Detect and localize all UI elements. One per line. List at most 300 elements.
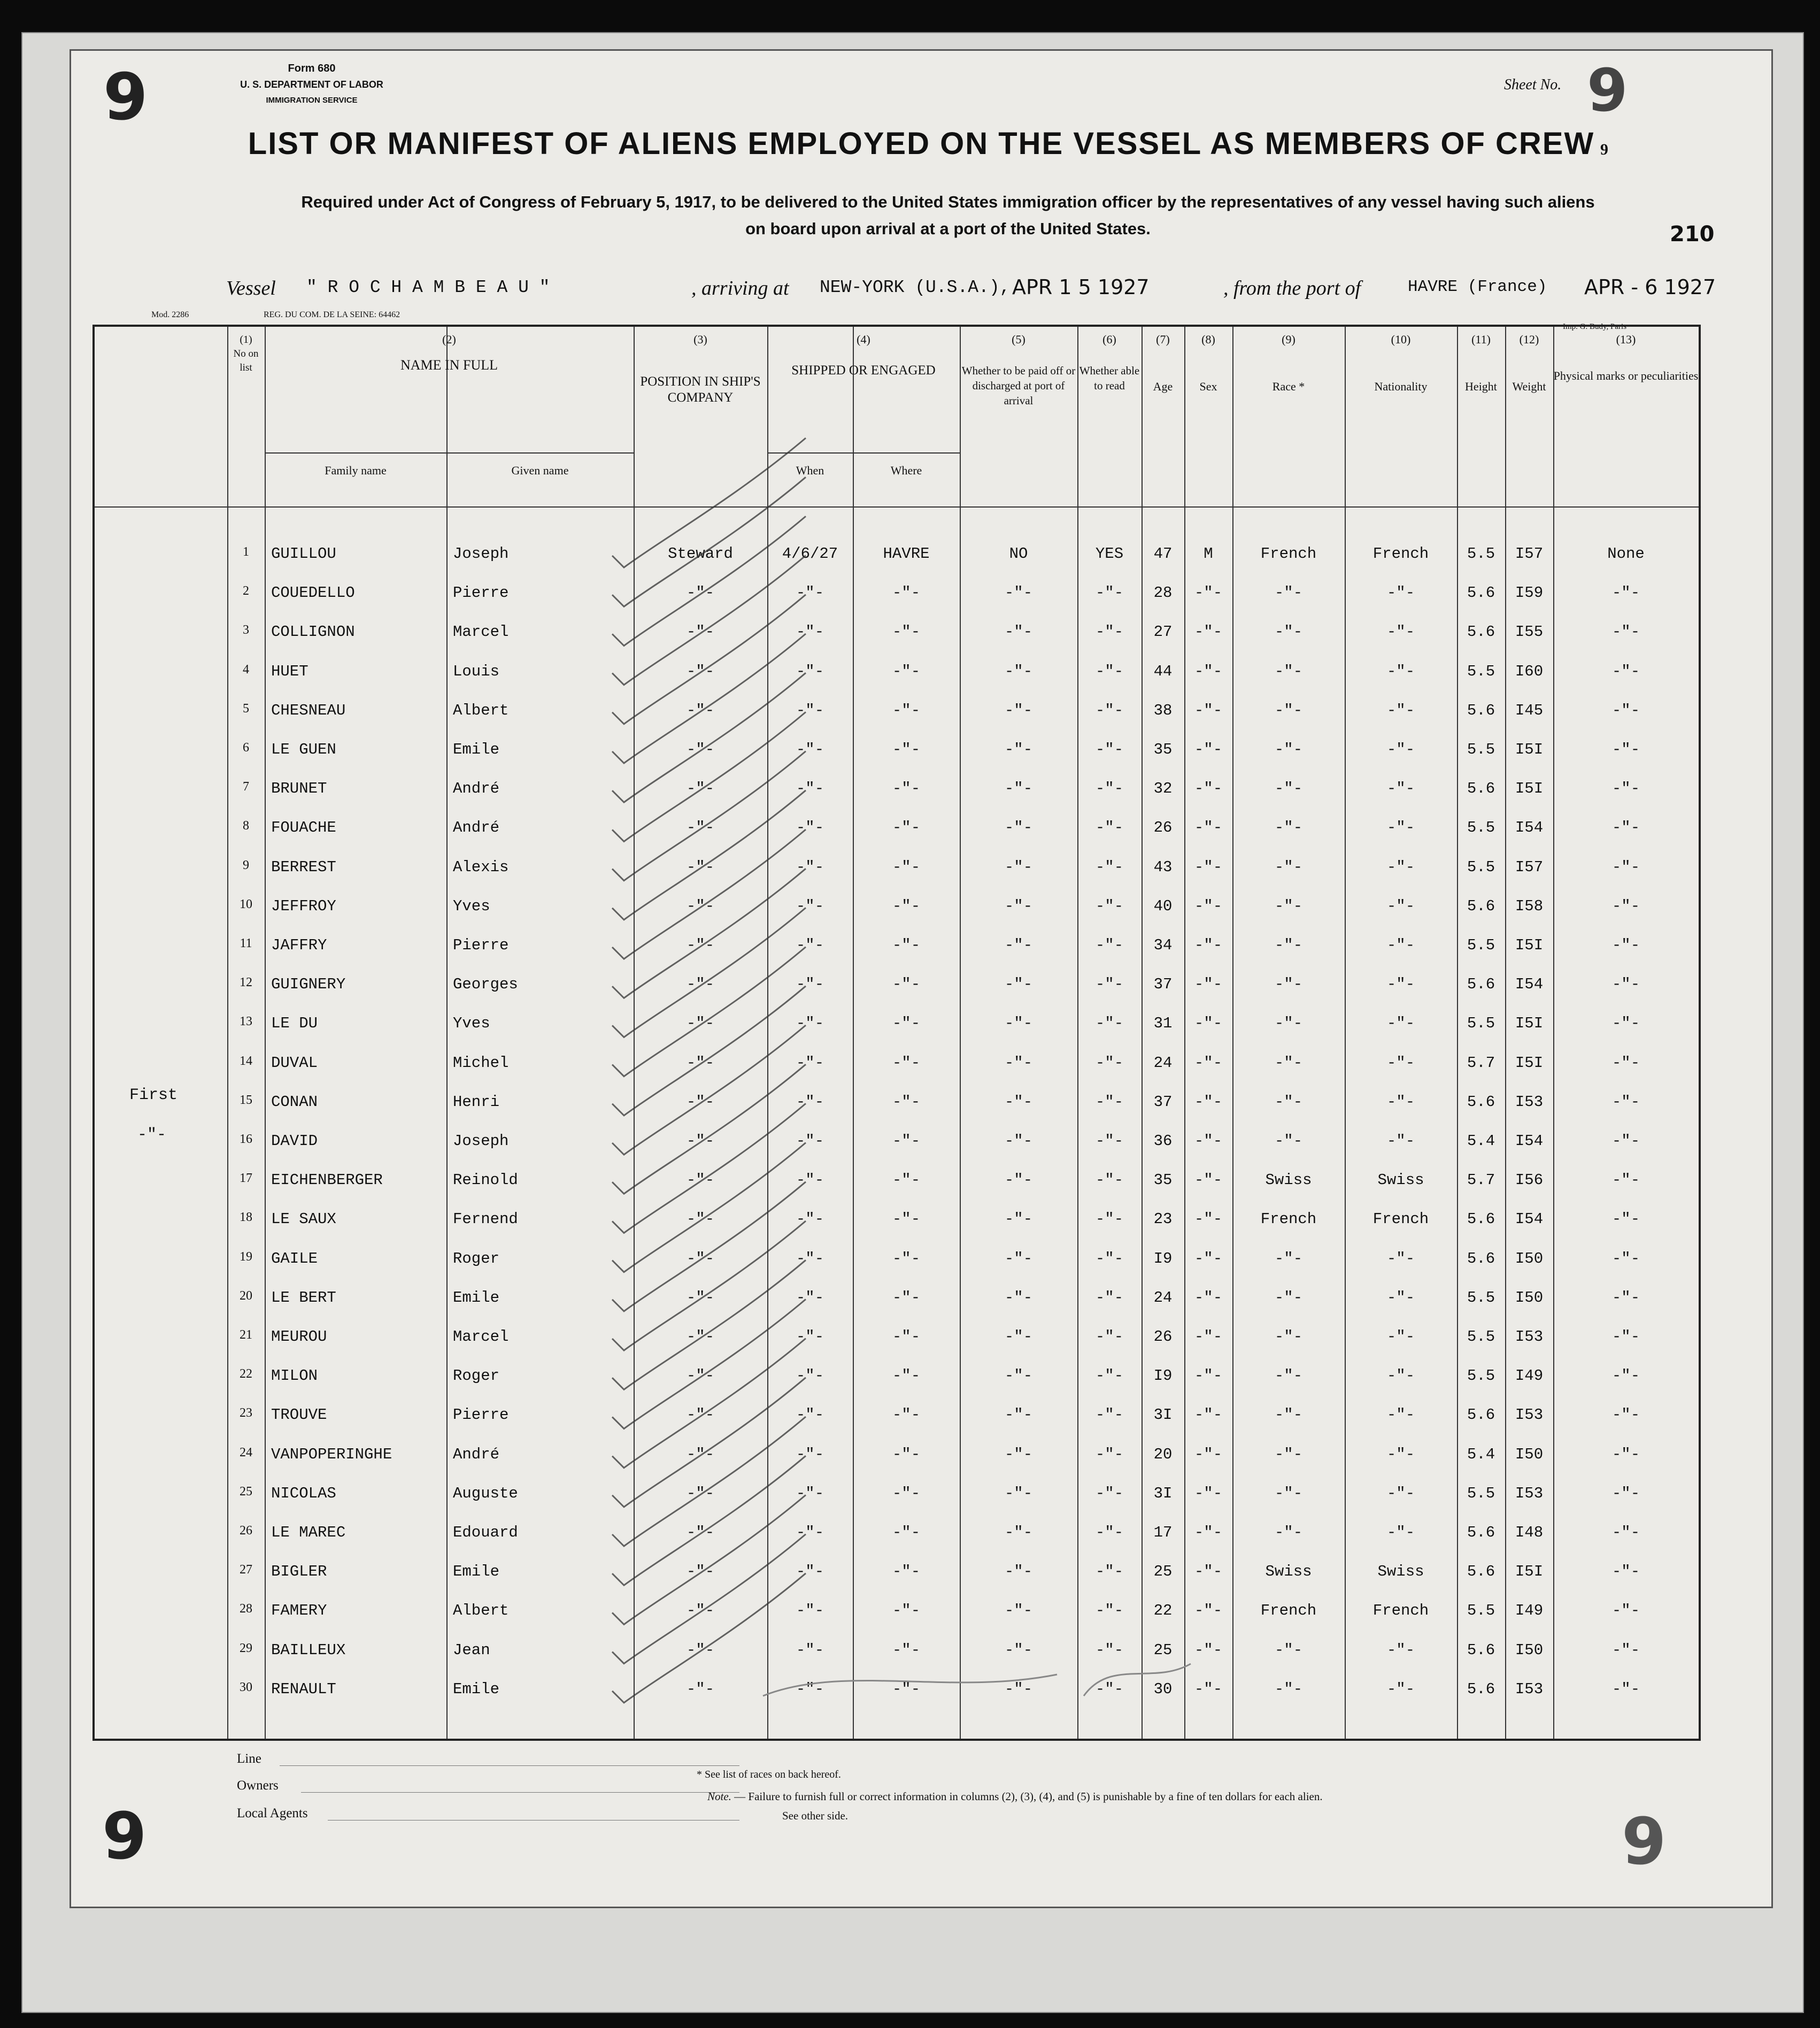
cell-weight: I53 [1515,1406,1544,1424]
cell-paid-off: -"- [1004,1015,1033,1033]
cell-height: 5.5 [1467,1484,1495,1502]
sheet-stamp-bottom-left: 9 [102,1800,147,1874]
cell-height: 5.5 [1467,936,1495,954]
when-header: When [796,464,824,477]
cell-able-to-read: -"- [1095,975,1124,994]
cell-row-number: 14 [240,1054,252,1068]
cell-age: 25 [1153,1641,1173,1659]
first-class-ditto: -"- [137,1126,167,1144]
manifest-sheet [70,49,1773,1908]
cell-nationality: -"- [1386,1367,1415,1385]
cell-shipped-where: -"- [892,1054,921,1072]
cell-given-name: André [453,1445,500,1463]
cell-shipped-where: -"- [892,780,921,798]
cell-height: 5.6 [1467,780,1495,798]
cell-weight: I48 [1515,1524,1544,1541]
cell-shipped-when: -"- [796,662,824,680]
cell-paid-off: -"- [1004,1406,1033,1424]
cell-given-name: Emile [453,1680,500,1698]
cell-shipped-where: -"- [892,1015,921,1033]
cell-family-name: LE GUEN [271,741,336,758]
cell-height: 5.5 [1467,858,1495,876]
cell-weight: I54 [1515,975,1544,994]
cell-position: -"- [686,1563,715,1581]
footer-owners-label: Owners [237,1778,279,1793]
cell-given-name: Yves [453,897,490,915]
cell-weight: I58 [1515,897,1544,915]
from-port: HAVRE (France) [1408,278,1547,296]
cell-nationality: French [1372,1602,1429,1620]
cell-nationality: -"- [1386,623,1415,641]
cell-shipped-where: -"- [892,819,921,837]
cell-race: -"- [1274,1524,1303,1541]
cell-given-name: Emile [453,1563,500,1581]
pencil-check-mark [612,1064,806,1194]
cell-physical-marks: -"- [1611,1132,1640,1150]
cell-position: -"- [686,1680,715,1698]
cell-sex: -"- [1194,1288,1223,1307]
cell-nationality: -"- [1386,1249,1415,1268]
cell-age: 22 [1153,1602,1173,1620]
cell-age: 26 [1153,1328,1173,1346]
cell-shipped-where: -"- [892,1171,921,1189]
cell-paid-off: -"- [1004,819,1033,837]
col7-header: (7) Age [1153,333,1173,393]
cell-weight: I50 [1515,1288,1544,1307]
cell-position: -"- [686,1484,715,1502]
cell-paid-off: -"- [1004,1249,1033,1268]
pencil-check-mark [612,477,806,606]
cell-sex: -"- [1194,1680,1223,1698]
cell-family-name: JAFFRY [271,936,327,954]
cell-height: 5.4 [1467,1445,1495,1463]
cell-position: Steward [668,545,733,563]
cell-given-name: Emile [453,1288,500,1307]
cell-family-name: DAVID [271,1132,318,1150]
cell-race: -"- [1274,1484,1303,1502]
cell-race: -"- [1274,623,1303,641]
cell-physical-marks: -"- [1611,936,1640,954]
pencil-check-mark [612,1143,806,1272]
cell-sex: -"- [1194,1484,1223,1502]
cell-age: 37 [1153,1093,1173,1111]
cell-sex: -"- [1194,819,1223,837]
cell-family-name: MILON [271,1367,318,1385]
where-header: Where [890,464,922,477]
cell-sex: -"- [1194,1210,1223,1228]
cell-race: -"- [1274,1054,1303,1072]
cell-age: 3I [1153,1484,1173,1502]
cell-race: -"- [1274,1093,1303,1111]
cell-race: -"- [1274,741,1303,758]
cell-height: 5.4 [1467,1132,1495,1150]
cell-given-name: Michel [453,1054,509,1072]
cell-shipped-when: -"- [796,1484,824,1502]
cell-family-name: HUET [271,662,309,680]
cell-family-name: LE DU [271,1015,318,1033]
subtitle-line-2: on board upon arrival at a port of the United States. [745,219,1151,238]
cell-position: -"- [686,1641,715,1659]
cell-position: -"- [686,1602,715,1620]
cell-shipped-where: -"- [892,1249,921,1268]
cell-sex: -"- [1194,780,1223,798]
cell-shipped-where: -"- [892,1563,921,1581]
cell-shipped-where: -"- [892,623,921,641]
cell-paid-off: -"- [1004,936,1033,954]
cell-weight: I5I [1515,1015,1544,1033]
cell-physical-marks: -"- [1611,623,1640,641]
pencil-check-mark [612,1182,806,1311]
cell-weight: I45 [1515,701,1544,719]
cell-family-name: FAMERY [271,1602,327,1620]
cell-row-number: 23 [240,1406,252,1420]
cell-shipped-when: -"- [796,1093,824,1111]
cell-physical-marks: -"- [1611,780,1640,798]
cell-nationality: Swiss [1377,1171,1424,1189]
cell-race: -"- [1274,858,1303,876]
cell-family-name: BAILLEUX [271,1641,346,1659]
cell-nationality: -"- [1386,584,1415,602]
page-title: LIST OR MANIFEST OF ALIENS EMPLOYED ON THE VESSEL AS MEMBERS OF CREW [248,126,1595,161]
cell-age: 17 [1153,1524,1173,1541]
cell-shipped-where: HAVRE [883,545,930,563]
cell-age: 40 [1153,897,1173,915]
cell-paid-off: -"- [1004,1093,1033,1111]
cell-shipped-where: -"- [892,1367,921,1385]
cell-row-number: 7 [243,780,249,794]
cell-shipped-when: -"- [796,858,824,876]
cell-physical-marks: -"- [1611,819,1640,837]
cell-age: 24 [1153,1054,1173,1072]
cell-race: Swiss [1265,1171,1312,1189]
cell-family-name: LE SAUX [271,1210,336,1228]
pencil-check-mark [612,908,806,1037]
cell-race: French [1260,545,1317,563]
cell-family-name: GUILLOU [271,545,336,563]
pencil-check-mark [612,712,806,841]
cell-race: -"- [1274,1288,1303,1307]
cell-sex: -"- [1194,1054,1223,1072]
cell-paid-off: -"- [1004,1288,1033,1307]
cell-race: -"- [1274,1328,1303,1346]
cell-age: 23 [1153,1210,1173,1228]
cell-shipped-when: -"- [796,897,824,915]
cell-row-number: 13 [240,1015,252,1029]
cell-age: I9 [1153,1367,1173,1385]
cell-position: -"- [686,701,715,719]
cell-shipped-where: -"- [892,1210,921,1228]
cell-sex: -"- [1194,897,1223,915]
cell-given-name: Roger [453,1367,500,1385]
family-name-header: Family name [325,464,387,477]
cell-weight: I50 [1515,1641,1544,1659]
cell-shipped-when: -"- [796,1210,824,1228]
cell-height: 5.6 [1467,1406,1495,1424]
cell-height: 5.6 [1467,1563,1495,1581]
cell-sex: -"- [1194,1406,1223,1424]
cell-race: -"- [1274,780,1303,798]
cell-family-name: TROUVE [271,1406,327,1424]
cell-height: 5.7 [1467,1054,1495,1072]
cell-position: -"- [686,1288,715,1307]
cell-height: 5.6 [1467,1680,1495,1698]
cell-physical-marks: -"- [1611,1210,1640,1228]
cell-shipped-when: -"- [796,1171,824,1189]
cell-shipped-where: -"- [892,1484,921,1502]
cell-sex: -"- [1194,936,1223,954]
col6-header: (6) Whether able to read [1079,333,1140,392]
cell-shipped-where: -"- [892,701,921,719]
cell-paid-off: -"- [1004,701,1033,719]
cell-paid-off: -"- [1004,623,1033,641]
cell-position: -"- [686,780,715,798]
cell-height: 5.5 [1467,1015,1495,1033]
cell-weight: I53 [1515,1093,1544,1111]
vessel-name: " R O C H A M B E A U " [306,278,550,297]
pencil-check-mark [612,1221,806,1350]
cell-height: 5.5 [1467,545,1495,563]
pencil-check-mark [612,1417,806,1546]
cell-shipped-when: -"- [796,1249,824,1268]
cell-shipped-where: -"- [892,741,921,758]
cell-able-to-read: -"- [1095,623,1124,641]
cell-sex: -"- [1194,1171,1223,1189]
service-name: IMMIGRATION SERVICE [266,96,358,105]
pencil-check-mark [612,673,806,802]
subtitle-line-1: Required under Act of Congress of February 5, 1917, to be delivered to the United States immigration officer by the representatives of any vessel having such aliens [301,193,1595,211]
cell-row-number: 19 [240,1249,252,1264]
col10-header: (10) Nationality [1374,333,1428,393]
cell-position: -"- [686,623,715,641]
cell-able-to-read: -"- [1095,936,1124,954]
cell-age: 31 [1153,1015,1173,1033]
cell-physical-marks: -"- [1611,1093,1640,1111]
cell-shipped-when: -"- [796,741,824,758]
cell-weight: I50 [1515,1249,1544,1268]
cell-sex: -"- [1194,1093,1223,1111]
cell-physical-marks: -"- [1611,1288,1640,1307]
cell-nationality: -"- [1386,1445,1415,1463]
cell-age: 30 [1153,1680,1173,1698]
cell-position: -"- [686,584,715,602]
cell-row-number: 12 [240,975,252,990]
cell-nationality: -"- [1386,1406,1415,1424]
cell-race: -"- [1274,662,1303,680]
cell-race: -"- [1274,897,1303,915]
cell-race: -"- [1274,1445,1303,1463]
cell-shipped-when: -"- [796,584,824,602]
cell-nationality: French [1372,545,1429,563]
cell-height: 5.6 [1467,1093,1495,1111]
cell-position: -"- [686,741,715,758]
cell-position: -"- [686,936,715,954]
cell-nationality: -"- [1386,780,1415,798]
pencil-check-mark [612,1103,806,1233]
cell-position: -"- [686,975,715,994]
form-header [221,60,403,109]
cell-row-number: 22 [240,1367,252,1381]
cell-row-number: 28 [240,1602,252,1616]
cell-row-number: 20 [240,1288,252,1303]
cell-shipped-where: -"- [892,1328,921,1346]
cell-given-name: Georges [453,975,518,994]
cell-row-number: 16 [240,1132,252,1146]
cell-able-to-read: -"- [1095,780,1124,798]
cell-given-name: André [453,780,500,798]
cell-race: -"- [1274,1680,1303,1698]
cell-race: -"- [1274,701,1303,719]
cell-family-name: CONAN [271,1093,318,1111]
cell-able-to-read: -"- [1095,1641,1124,1659]
cell-paid-off: -"- [1004,1171,1033,1189]
cell-given-name: Marcel [453,623,509,641]
cell-family-name: JEFFROY [271,897,336,915]
cell-race: -"- [1274,819,1303,837]
signature-scrawl [763,1664,1191,1696]
cell-nationality: -"- [1386,741,1415,758]
cell-weight: I60 [1515,662,1544,680]
cell-paid-off: -"- [1004,1054,1033,1072]
cell-shipped-when: 4/6/27 [782,545,838,563]
cell-race: -"- [1274,1641,1303,1659]
pencil-check-mark [612,1260,806,1389]
cell-row-number: 18 [240,1210,252,1225]
cell-row-number: 17 [240,1171,252,1186]
cell-weight: I57 [1515,858,1544,876]
cell-paid-off: -"- [1004,858,1033,876]
cell-paid-off: -"- [1004,1563,1033,1581]
cell-family-name: NICOLAS [271,1484,336,1502]
cell-position: -"- [686,1367,715,1385]
cell-given-name: Yves [453,1015,490,1033]
cell-age: 43 [1153,858,1173,876]
cell-paid-off: -"- [1004,780,1033,798]
cell-nationality: -"- [1386,1054,1415,1072]
col9-header: (9) Race * [1272,333,1305,393]
cell-weight: I54 [1515,1132,1544,1150]
cell-family-name: BERREST [271,858,336,876]
cell-age: 36 [1153,1132,1173,1150]
cell-physical-marks: -"- [1611,1328,1640,1346]
penalty-note: Note. — Failure to furnish full or correct information in columns (2), (3), (4), and (5) is punishable by a fine of ten dollars for each alien. [707,1790,1323,1803]
cell-nationality: -"- [1386,936,1415,954]
cell-row-number: 9 [243,858,249,872]
col13-header: (13) Physical marks or peculiarities [1553,333,1699,382]
cell-physical-marks: -"- [1611,1171,1640,1189]
cell-shipped-where: -"- [892,1524,921,1541]
cell-weight: I5I [1515,936,1544,954]
cell-able-to-read: -"- [1095,1484,1124,1502]
cell-row-number: 10 [240,897,252,911]
cell-shipped-when: -"- [796,623,824,641]
pencil-check-mark [612,829,806,959]
cell-nationality: -"- [1386,1328,1415,1346]
sheet-stamp-top-left: 9 [103,60,148,135]
page-number: 210 [1670,222,1715,247]
cell-position: -"- [686,897,715,915]
cell-physical-marks: -"- [1611,1524,1640,1541]
cell-given-name: Emile [453,741,500,758]
cell-height: 5.5 [1467,1602,1495,1620]
cell-able-to-read: -"- [1095,1524,1124,1541]
cell-given-name: Albert [453,701,509,719]
cell-physical-marks: -"- [1611,897,1640,915]
crew-table [92,325,1701,1741]
cell-age: 3I [1153,1406,1173,1424]
cell-given-name: Edouard [453,1524,518,1541]
cell-age: 24 [1153,1288,1173,1307]
page-subtitle [194,189,1702,242]
cell-row-number: 2 [243,584,249,598]
cell-sex: -"- [1194,623,1223,641]
first-class-note: First [129,1086,178,1104]
cell-weight: I49 [1515,1367,1544,1385]
cell-weight: I50 [1515,1445,1544,1463]
cell-able-to-read: -"- [1095,1054,1124,1072]
cell-able-to-read: -"- [1095,1132,1124,1150]
sheet-stamp-bottom-right: 9 [1622,1805,1667,1879]
cell-sex: -"- [1194,1367,1223,1385]
pencil-check-mark [612,634,806,763]
cell-shipped-where: -"- [892,1288,921,1307]
cell-age: 47 [1153,545,1173,563]
cell-weight: I54 [1515,1210,1544,1228]
cell-paid-off: -"- [1004,1132,1033,1150]
cell-weight: I53 [1515,1328,1544,1346]
pencil-check-mark [612,1378,806,1507]
cell-able-to-read: -"- [1095,701,1124,719]
cell-sex: -"- [1194,1015,1223,1033]
cell-given-name: André [453,819,500,837]
col11-header: (11) Height [1465,333,1497,393]
cell-paid-off: -"- [1004,741,1033,758]
col8-header: (8) Sex [1199,333,1217,393]
cell-sex: -"- [1194,1563,1223,1581]
cell-row-number: 29 [240,1641,252,1655]
cell-paid-off: -"- [1004,1210,1033,1228]
vessel-line [226,274,1773,306]
cell-height: 5.6 [1467,1249,1495,1268]
cell-row-number: 1 [243,545,249,559]
cell-family-name: LE BERT [271,1288,336,1307]
cell-able-to-read: -"- [1095,1093,1124,1111]
cell-shipped-where: -"- [892,975,921,994]
cell-height: 5.5 [1467,741,1495,758]
cell-able-to-read: -"- [1095,662,1124,680]
cell-shipped-when: -"- [796,1288,824,1307]
corner-number: 9 [1600,141,1608,158]
pencil-check-mark [612,790,806,920]
cell-given-name: Joseph [453,1132,509,1150]
cell-shipped-when: -"- [796,1641,824,1659]
cell-given-name: Roger [453,1249,500,1268]
cell-family-name: COUEDELLO [271,584,355,602]
cell-age: 35 [1153,741,1173,758]
cell-paid-off: -"- [1004,1445,1033,1463]
cell-given-name: Pierre [453,584,509,602]
cell-given-name: Albert [453,1602,509,1620]
cell-given-name: Reinold [453,1171,518,1189]
pencil-check-mark [612,1299,806,1428]
cell-shipped-when: -"- [796,1132,824,1150]
cell-weight: I53 [1515,1484,1544,1502]
cell-nationality: -"- [1386,897,1415,915]
cell-weight: I59 [1515,584,1544,602]
form-number: Form 680 [288,63,336,74]
cell-family-name: EICHENBERGER [271,1171,383,1189]
cell-nationality: -"- [1386,1015,1415,1033]
cell-race: -"- [1274,1367,1303,1385]
